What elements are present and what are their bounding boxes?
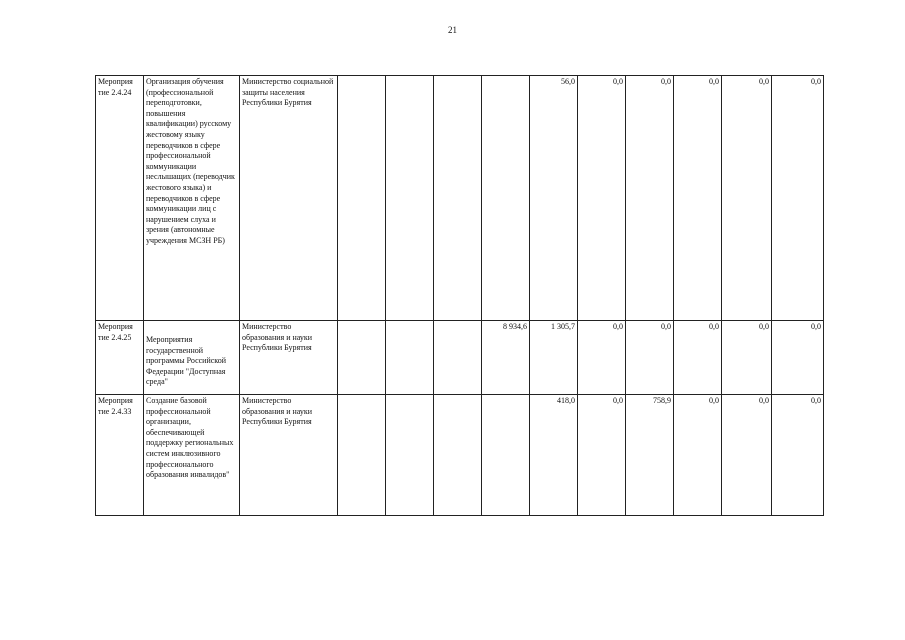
value-cell xyxy=(482,395,530,516)
value-cell xyxy=(386,321,434,395)
table-row xyxy=(96,76,824,321)
value-cell: 758,9 xyxy=(626,395,674,516)
event-name: Мероприятия государственной программы Российской Федерации "Доступная среда" xyxy=(144,321,240,395)
event-name: Создание базовой профессиональной организации, обеспечивающей поддержку региональных систем инклюзивного профессионального образования инвалидов" xyxy=(144,395,240,516)
value-cell: 418,0 xyxy=(530,395,578,516)
value-cell: 0,0 xyxy=(578,321,626,395)
value-cell: 0,0 xyxy=(722,395,772,516)
value-cell: 0,0 xyxy=(722,76,772,321)
value-cell: 0,0 xyxy=(772,321,824,395)
event-executor: Министерство образования и науки Республики Бурятия xyxy=(240,321,338,395)
value-cell xyxy=(338,395,386,516)
value-cell: 0,0 xyxy=(578,395,626,516)
value-cell xyxy=(434,321,482,395)
value-cell: 0,0 xyxy=(674,395,722,516)
value-cell: 0,0 xyxy=(722,321,772,395)
event-code: Мероприя тие 2.4.24 xyxy=(96,76,144,321)
value-cell: 0,0 xyxy=(772,395,824,516)
page-number: 21 xyxy=(448,25,457,35)
table-row xyxy=(96,321,824,395)
value-cell: 0,0 xyxy=(578,76,626,321)
event-code: Мероприя тие 2.4.33 xyxy=(96,395,144,516)
value-cell: 0,0 xyxy=(674,321,722,395)
value-cell xyxy=(434,395,482,516)
value-cell: 56,0 xyxy=(530,76,578,321)
value-cell: 1 305,7 xyxy=(530,321,578,395)
value-cell: 0,0 xyxy=(626,76,674,321)
value-cell xyxy=(482,76,530,321)
value-cell xyxy=(386,76,434,321)
event-executor: Министерство образования и науки Республики Бурятия xyxy=(240,395,338,516)
value-cell xyxy=(434,76,482,321)
value-cell: 0,0 xyxy=(674,76,722,321)
value-cell: 8 934,6 xyxy=(482,321,530,395)
event-executor: Министерство социальной защиты населения Республики Бурятия xyxy=(240,76,338,321)
value-cell: 0,0 xyxy=(772,76,824,321)
program-table xyxy=(95,75,824,516)
event-name: Организация обучения (профессиональной переподготовки, повышения квалификации) русскому жестовому языку переводчиков в сфере профессиональной коммуникации неслышащих (переводчик жестового языка) и переводчиков в сфере коммуникации лиц с нарушением слуха и зрения (автономные учреждения МСЗН РБ) xyxy=(144,76,240,321)
value-cell xyxy=(338,321,386,395)
value-cell: 0,0 xyxy=(626,321,674,395)
value-cell xyxy=(386,395,434,516)
event-code: Мероприя тие 2.4.25 xyxy=(96,321,144,395)
value-cell xyxy=(338,76,386,321)
table-row xyxy=(96,395,824,516)
